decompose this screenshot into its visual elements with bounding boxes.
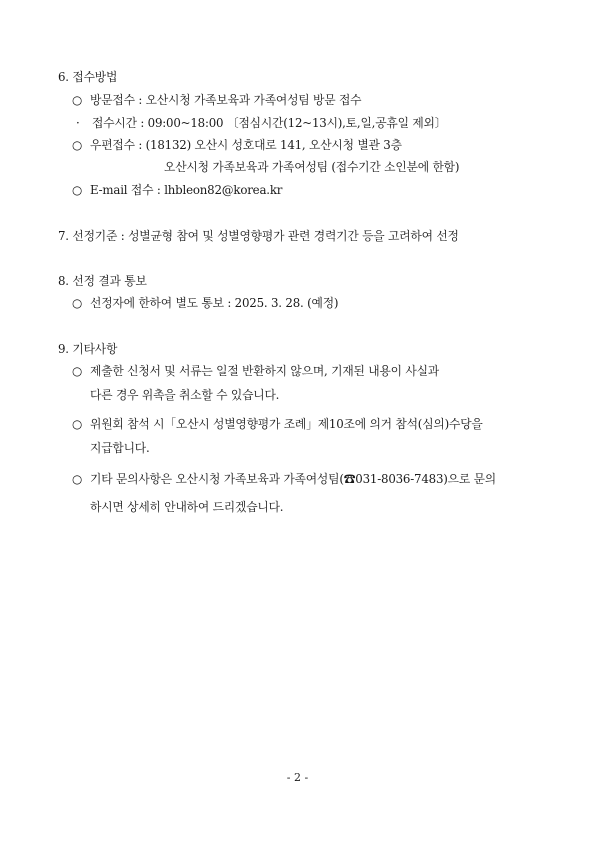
misc-item-1-continuation: 다른 경우 위촉을 취소할 수 있습니다. bbox=[90, 388, 280, 402]
circle-bullet-icon: ○ bbox=[72, 183, 83, 197]
visit-submission-item bbox=[72, 92, 361, 108]
section-6-heading: 6. 접수방법 bbox=[58, 70, 118, 84]
misc-item-2 bbox=[72, 416, 483, 432]
misc-item-3 bbox=[72, 471, 496, 487]
mail-submission-text: 우편접수 : (18132) 오산시 성호대로 141, 오산시청 별관 3층 bbox=[90, 138, 402, 152]
email-submission-text: E-mail 접수 : lhbleon82@korea.kr bbox=[90, 183, 283, 197]
circle-bullet-icon: ○ bbox=[72, 296, 83, 310]
misc-item-2-text: 위원회 참석 시「오산시 성별영향평가 조례」제10조에 의거 참석(심의)수당을 bbox=[90, 417, 483, 431]
result-notice-text: 선정자에 한하여 별도 통보 : 2025. 3. 28. (예정) bbox=[90, 296, 339, 310]
dot-bullet-icon: · bbox=[76, 116, 80, 130]
circle-bullet-icon: ○ bbox=[72, 138, 83, 152]
misc-item-2-continuation: 지급합니다. bbox=[90, 441, 150, 455]
section-9-heading: 9. 기타사항 bbox=[58, 342, 118, 356]
misc-item-3-continuation: 하시면 상세히 안내하여 드리겠습니다. bbox=[90, 500, 284, 514]
misc-item-1 bbox=[72, 363, 439, 379]
circle-bullet-icon: ○ bbox=[72, 472, 83, 486]
submission-hours-item bbox=[76, 115, 446, 131]
result-notice-item bbox=[72, 295, 338, 311]
submission-hours-text: 접수시간 : 09:00~18:00 〔점심시간(12~13시),토,일,공휴일 제외〕 bbox=[92, 116, 447, 130]
visit-submission-text: 방문접수 : 오산시청 가족보육과 가족여성팀 방문 접수 bbox=[90, 93, 362, 107]
mail-submission-continuation: 오산시청 가족보육과 가족여성팀 (접수기간 소인분에 한함) bbox=[164, 160, 460, 174]
section-7-selection-criteria: 7. 선정기준 : 성별균형 참여 및 성별영향평가 관련 경력기간 등을 고려하여 선정 bbox=[58, 229, 459, 243]
page-number: - 2 - bbox=[286, 771, 309, 784]
misc-item-3-text: 기타 문의사항은 오산시청 가족보육과 가족여성팀(☎031-8036-7483)으로 문의 bbox=[90, 472, 496, 486]
misc-item-1-text: 제출한 신청서 및 서류는 일절 반환하지 않으며, 기재된 내용이 사실과 bbox=[90, 364, 439, 378]
circle-bullet-icon: ○ bbox=[72, 364, 83, 378]
email-submission-item bbox=[72, 182, 282, 198]
section-8-heading: 8. 선정 결과 통보 bbox=[58, 274, 147, 288]
mail-submission-item bbox=[72, 137, 402, 153]
circle-bullet-icon: ○ bbox=[72, 417, 83, 431]
circle-bullet-icon: ○ bbox=[72, 93, 83, 107]
